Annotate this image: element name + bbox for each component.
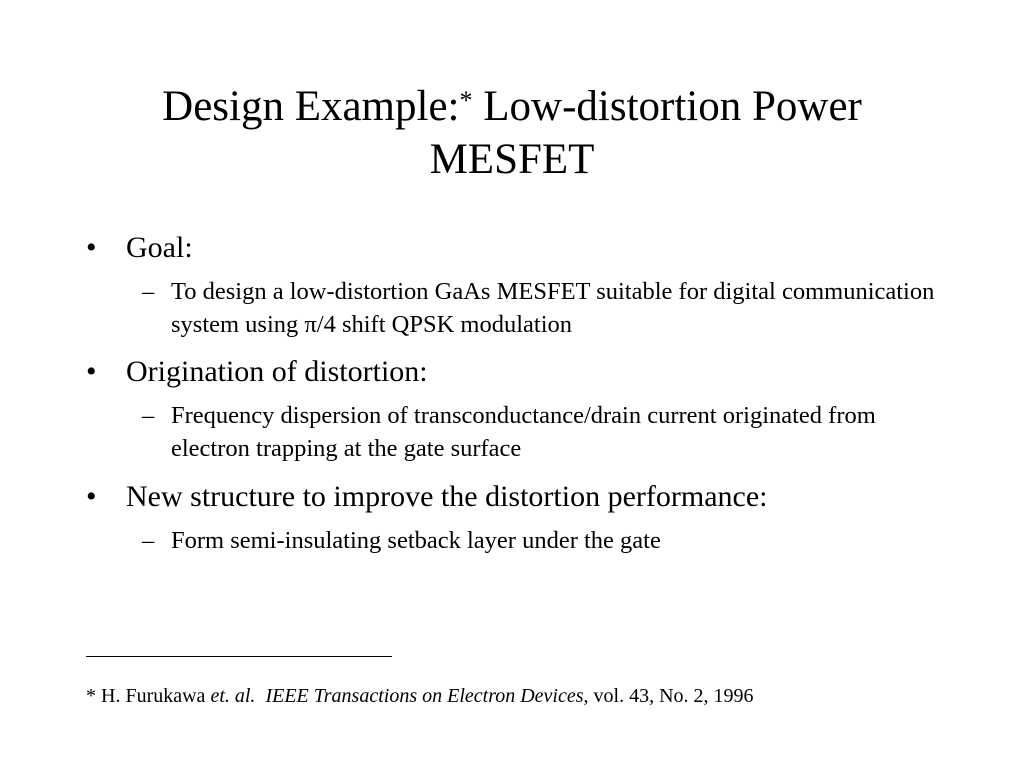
title-line-1-post: Low-distortion Power bbox=[472, 83, 862, 130]
bullet-item-goal bbox=[86, 230, 946, 266]
sub-item-origination bbox=[86, 399, 946, 465]
sub-item-text: To design a low-distortion GaAs MESFET suitable for digital communication system using π/4 shift QPSK modulation bbox=[171, 278, 935, 338]
footnote-et-al: et. al. bbox=[210, 685, 256, 707]
footnote-journal: IEEE Transactions on Electron Devices bbox=[265, 685, 584, 707]
footnote-prefix: * H. Furukawa bbox=[86, 685, 211, 707]
dash-marker: – bbox=[142, 278, 155, 305]
bullet-marker: • bbox=[86, 355, 97, 388]
footnote-suffix: , vol. 43, No. 2, 1996 bbox=[583, 685, 754, 707]
footnote-divider bbox=[86, 656, 392, 657]
dash-marker: – bbox=[142, 402, 155, 429]
title-line-2: MESFET bbox=[429, 136, 595, 183]
bullet-marker: • bbox=[86, 480, 97, 513]
title-line-1 bbox=[0, 80, 1024, 133]
footnote bbox=[86, 683, 966, 709]
bullet-text: New structure to improve the distortion performance: bbox=[126, 480, 768, 513]
dash-marker: – bbox=[142, 527, 155, 554]
bullet-list bbox=[86, 230, 946, 557]
bullet-text: Origination of distortion: bbox=[126, 355, 428, 388]
sub-item-goal bbox=[86, 275, 946, 341]
bullet-item-new-structure bbox=[86, 479, 946, 515]
slide-title bbox=[0, 80, 1024, 186]
bullet-marker: • bbox=[86, 231, 97, 264]
sub-item-text: Frequency dispersion of transconductance/drain current originated from electron trapping at the gate surface bbox=[171, 402, 876, 462]
sub-item-text: Form semi-insulating setback layer under the gate bbox=[171, 527, 661, 554]
footnote-gap bbox=[255, 685, 265, 707]
sub-item-new-structure bbox=[86, 524, 946, 557]
title-footnote-marker: * bbox=[459, 86, 473, 115]
bullet-text: Goal: bbox=[126, 231, 193, 264]
bullet-item-origination bbox=[86, 354, 946, 390]
title-line-1-pre: Design Example: bbox=[162, 83, 460, 130]
